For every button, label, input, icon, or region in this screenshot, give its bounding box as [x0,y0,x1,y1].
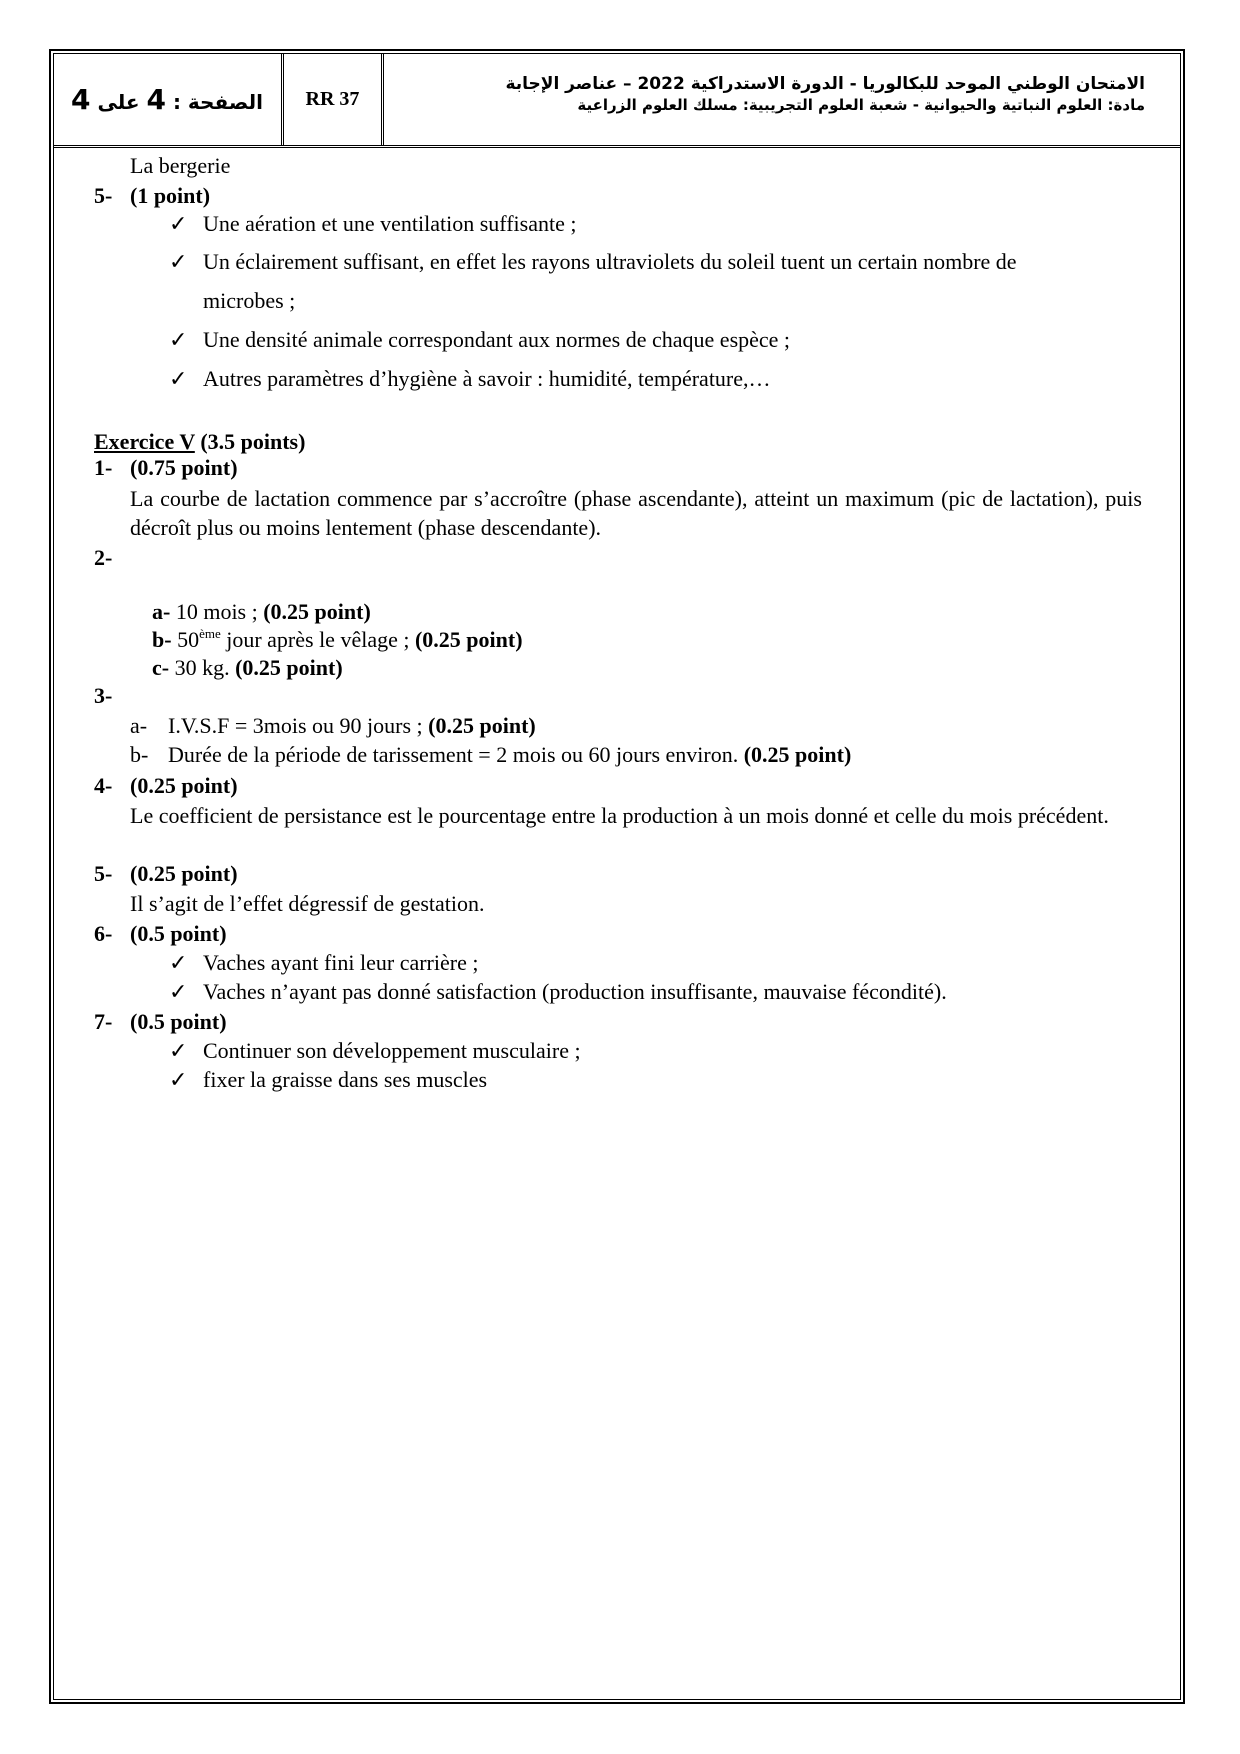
exam-subject: مادة: العلوم النباتية والحيوانية - شعبة العلوم التجريبية: مسلك العلوم الزراعية [577,96,1145,114]
sub-label: b- [130,742,149,767]
checkmark-icon: ✓ [169,249,188,274]
question-points: (0.25 point) [130,773,238,798]
list-item [169,1037,581,1065]
page-of: على [97,89,140,114]
sub-points: (0.25 point) [263,599,371,624]
sub-points: (0.25 point) [428,713,536,738]
sub-answer-b [130,741,851,769]
exercise-points: (3.5 points) [200,429,306,454]
page-number-cell [53,53,281,145]
sub-text: Durée de la période de tarissement = 2 mois ou 60 jours environ. [168,742,744,767]
list-item-text: Un éclairement suffisant, en effet les rayons ultraviolets du soleil tuent un certain nombre de [203,249,1017,274]
sub-label: b- [152,627,172,652]
list-item [169,248,1017,276]
answer-text: La courbe de lactation commence par s’accroître (phase ascendante), atteint un maximum (pic de lactation), puis décroît plus ou moins lentement (phase descendante). [130,486,1142,540]
list-item [169,978,947,1006]
list-item-text: Une aération et une ventilation suffisante ; [203,211,577,236]
checkmark-icon: ✓ [169,211,188,236]
checkmark-icon: ✓ [169,1038,188,1063]
sub-text: I.V.S.F = 3mois ou 90 jours ; [168,713,429,738]
question-points: (1 point) [130,183,211,208]
sub-points: (0.25 point) [235,655,343,680]
list-item [169,949,478,977]
question-points: (0.25 point) [130,861,238,886]
sub-answer-a [152,598,371,626]
answer-text: Le coefficient de persistance est le pourcentage entre la production à un mois donné et celle du mois précédent. [130,803,1109,828]
question-number: 3- [94,683,113,708]
question-number: 7- [94,1009,113,1034]
sub-label: c- [152,655,170,680]
list-item-text: Autres paramètres d’hygiène à savoir : humidité, température,… [203,366,771,391]
list-item [169,365,771,393]
sub-answer-a [130,712,536,740]
sub-label: a- [152,599,171,624]
list-item-text: fixer la graisse dans ses muscles [203,1067,488,1092]
sub-text: jour après le vêlage ; [220,627,415,652]
sub-label: a- [130,713,148,738]
list-item [169,210,576,238]
sub-answer-b [152,626,523,654]
checkmark-icon: ✓ [169,979,188,1004]
sub-text: 10 mois ; [170,599,264,624]
sub-text: 50 [171,627,200,652]
page-number [71,83,263,116]
list-item-text: Vaches n’ayant pas donné satisfaction (production insuffisante, mauvaise fécondité). [203,979,947,1004]
question-number: 1- [94,455,113,480]
sub-points: (0.25 point) [414,627,523,652]
checkmark-icon: ✓ [169,366,188,391]
exam-title: الامتحان الوطني الموحد للبكالوريا - الدورة الاستدراكية 2022 – عناصر الإجابة [505,74,1145,94]
question-number: 5- [94,861,113,886]
page-header [53,53,1181,148]
question-points: (0.5 point) [130,1009,227,1034]
exam-code: RR 37 [305,87,360,110]
question-points: (0.75 point) [130,455,238,480]
checkmark-icon: ✓ [169,327,188,352]
question-points: (0.5 point) [130,921,227,946]
header-title-cell [384,53,1181,145]
list-item-continuation: microbes ; [203,288,296,313]
exam-code-cell [281,53,384,145]
sub-points: (0.25 point) [743,742,852,767]
section-heading: La bergerie [130,153,231,178]
answer-text: Il s’agit de l’effet dégressif de gestation. [130,891,485,916]
list-item-text: Vaches ayant fini leur carrière ; [203,950,479,975]
list-item [169,1066,487,1094]
question-number: 6- [94,921,113,946]
checkmark-icon: ✓ [169,950,188,975]
list-item-text: Continuer son développement musculaire ; [203,1038,581,1063]
list-item-text: Une densité animale correspondant aux normes de chaque espèce ; [203,327,791,352]
sub-text: 30 kg. [169,655,236,680]
question-number: 2- [94,545,113,570]
superscript: ème [199,626,221,641]
question-number: 5- [94,183,113,208]
page-label-prefix: الصفحة : [172,89,263,114]
exercise-heading [94,428,305,456]
page-total: 4 [71,82,91,116]
sub-answer-c [152,654,343,682]
question-number: 4- [94,773,113,798]
checkmark-icon: ✓ [169,1067,188,1092]
list-item [169,326,790,354]
exercise-title: Exercice V [94,429,195,454]
page-current: 4 [146,82,166,116]
